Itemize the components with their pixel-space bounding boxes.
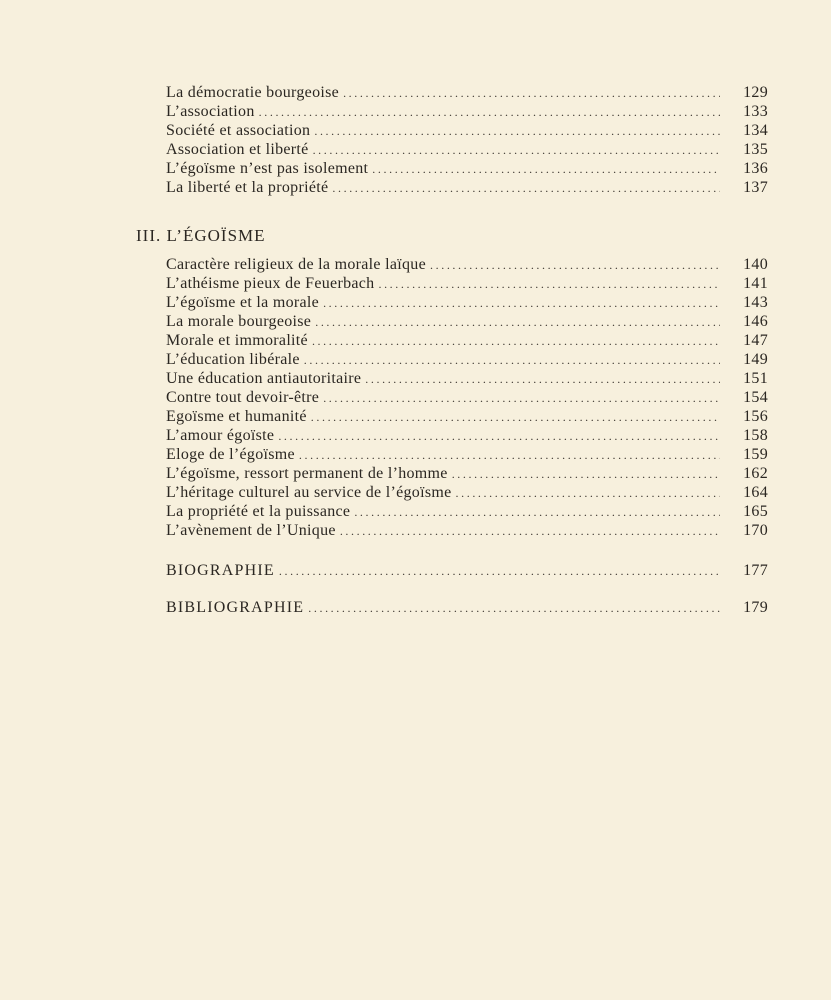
dot-leader bbox=[279, 562, 720, 581]
toc-entry-title: BIBLIOGRAPHIE bbox=[166, 599, 305, 616]
toc-entry bbox=[166, 369, 768, 388]
toc-entry-page: 164 bbox=[743, 484, 768, 501]
toc-entry-title: Morale et immoralité bbox=[166, 332, 308, 349]
toc-entry bbox=[166, 331, 768, 350]
toc-entry bbox=[166, 407, 768, 426]
toc-entry-title: L’égoïsme n’est pas isolement bbox=[166, 160, 369, 177]
dot-leader bbox=[323, 294, 720, 313]
toc-entry-page: 129 bbox=[743, 84, 768, 101]
section-heading: III. L’ÉGOÏSME bbox=[136, 226, 266, 245]
toc-entry-title: Egoïsme et humanité bbox=[166, 408, 307, 425]
toc-entry bbox=[166, 350, 768, 369]
toc-entry bbox=[166, 598, 768, 617]
dot-leader bbox=[354, 503, 720, 522]
toc-entry-title: La morale bourgeoise bbox=[166, 313, 312, 330]
toc-entry-page: 177 bbox=[743, 562, 768, 579]
toc-entry bbox=[166, 293, 768, 312]
toc-entry-page: 133 bbox=[743, 103, 768, 120]
dot-leader bbox=[365, 370, 720, 389]
toc-entry-page: 165 bbox=[743, 503, 768, 520]
toc-entry-page: 140 bbox=[743, 256, 768, 273]
dot-leader bbox=[378, 275, 720, 294]
toc-entry bbox=[166, 102, 768, 121]
dot-leader bbox=[308, 599, 720, 618]
toc-entry bbox=[166, 464, 768, 483]
toc-entry-title: La démocratie bourgeoise bbox=[166, 84, 340, 101]
dot-leader bbox=[456, 484, 720, 503]
toc-entry bbox=[166, 426, 768, 445]
toc-entry bbox=[166, 561, 768, 580]
dot-leader bbox=[304, 351, 720, 370]
toc-entry-page: 179 bbox=[743, 599, 768, 616]
toc-entry bbox=[166, 445, 768, 464]
toc-entry-title: L’amour égoïste bbox=[166, 427, 275, 444]
toc-entry bbox=[166, 502, 768, 521]
toc-entry bbox=[166, 140, 768, 159]
toc-entry-page: 151 bbox=[743, 370, 768, 387]
toc-entry bbox=[166, 388, 768, 407]
dot-leader bbox=[313, 141, 720, 160]
toc-entry-title: L’association bbox=[166, 103, 255, 120]
toc-entry-page: 149 bbox=[743, 351, 768, 368]
toc-entry-title: Association et liberté bbox=[166, 141, 309, 158]
toc-entry bbox=[166, 483, 768, 502]
toc-entry-page: 135 bbox=[743, 141, 768, 158]
toc-entry-page: 141 bbox=[743, 275, 768, 292]
dot-leader bbox=[311, 408, 720, 427]
toc-section-3 bbox=[166, 255, 768, 540]
toc-entry-page: 137 bbox=[743, 179, 768, 196]
dot-leader bbox=[278, 427, 720, 446]
toc-entry-title: Une éducation antiautoritaire bbox=[166, 370, 362, 387]
dot-leader bbox=[430, 256, 720, 275]
toc-entry-title: L’avènement de l’Unique bbox=[166, 522, 336, 539]
toc-biographie bbox=[166, 561, 768, 580]
toc-entry bbox=[166, 159, 768, 178]
toc-bibliographie bbox=[166, 598, 768, 617]
toc-entry-title: La liberté et la propriété bbox=[166, 179, 329, 196]
toc-entry-page: 143 bbox=[743, 294, 768, 311]
dot-leader bbox=[343, 84, 720, 103]
toc-entry-page: 159 bbox=[743, 446, 768, 463]
toc-section-2-continued bbox=[166, 83, 768, 197]
toc-entry bbox=[166, 255, 768, 274]
dot-leader bbox=[299, 446, 720, 465]
toc-entry bbox=[166, 121, 768, 140]
dot-leader bbox=[314, 122, 720, 141]
dot-leader bbox=[452, 465, 720, 484]
toc-entry-page: 134 bbox=[743, 122, 768, 139]
toc-entry bbox=[166, 274, 768, 293]
toc-entry-title: Société et association bbox=[166, 122, 311, 139]
dot-leader bbox=[312, 332, 720, 351]
dot-leader bbox=[340, 522, 720, 541]
dot-leader bbox=[259, 103, 720, 122]
dot-leader bbox=[323, 389, 720, 408]
toc-entry bbox=[166, 178, 768, 197]
toc-entry-title: BIOGRAPHIE bbox=[166, 562, 275, 579]
toc-entry bbox=[166, 521, 768, 540]
toc-entry-page: 146 bbox=[743, 313, 768, 330]
dot-leader bbox=[315, 313, 720, 332]
toc-entry-title: La propriété et la puissance bbox=[166, 503, 351, 520]
dot-leader bbox=[332, 179, 720, 198]
toc-entry-page: 156 bbox=[743, 408, 768, 425]
dot-leader bbox=[372, 160, 720, 179]
toc-entry bbox=[166, 83, 768, 102]
toc-entry-title: Contre tout devoir-être bbox=[166, 389, 320, 406]
toc-entry-page: 147 bbox=[743, 332, 768, 349]
toc-entry-title: Caractère religieux de la morale laïque bbox=[166, 256, 427, 273]
toc-entry-page: 154 bbox=[743, 389, 768, 406]
toc-entry bbox=[166, 312, 768, 331]
toc-entry-page: 170 bbox=[743, 522, 768, 539]
toc-entry-title: L’héritage culturel au service de l’égoïsme bbox=[166, 484, 452, 501]
toc-entry-page: 162 bbox=[743, 465, 768, 482]
toc-entry-page: 136 bbox=[743, 160, 768, 177]
toc-entry-title: L’éducation libérale bbox=[166, 351, 300, 368]
toc-entry-title: L’athéisme pieux de Feuerbach bbox=[166, 275, 375, 292]
toc-entry-page: 158 bbox=[743, 427, 768, 444]
toc-entry-title: Eloge de l’égoïsme bbox=[166, 446, 295, 463]
toc-entry-title: L’égoïsme et la morale bbox=[166, 294, 320, 311]
toc-entry-title: L’égoïsme, ressort permanent de l’homme bbox=[166, 465, 448, 482]
